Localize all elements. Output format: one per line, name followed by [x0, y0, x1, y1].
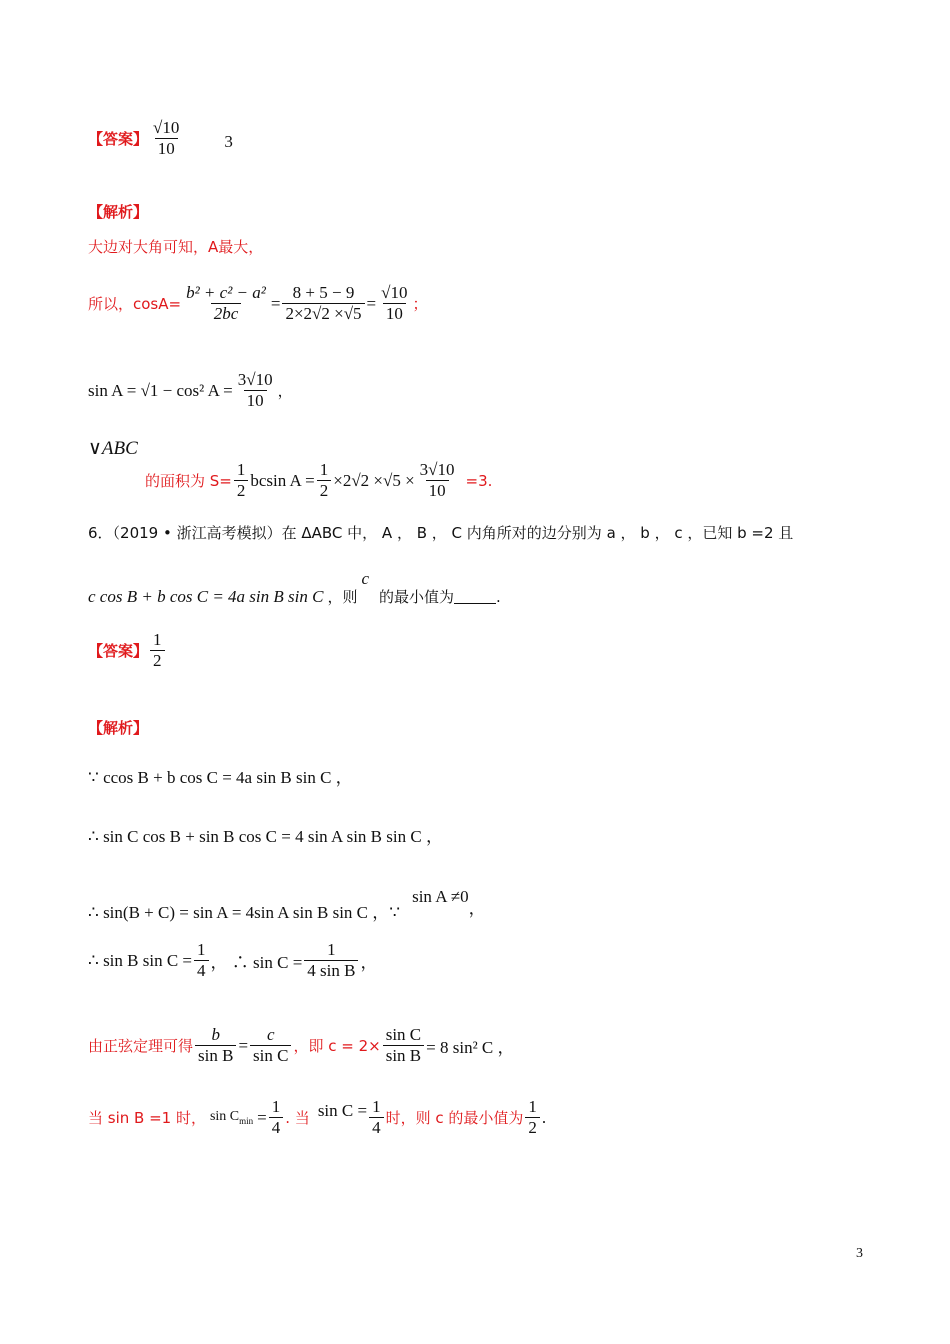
question-6-line-1: 6．（2019 • 浙江高考模拟）在 ΔABC 中， A ， B ， C 内角所对的边分别为 a ， b ， c ，已知 b =2 且 — [88, 524, 794, 542]
answer-1 — [88, 118, 233, 159]
analysis-line: 大边对大角可知，A最大， — [88, 238, 264, 256]
answer-blank — [454, 589, 496, 604]
analysis-2-line-1: ∵ ccos B + b cos C = 4a sin B sin C ， — [88, 768, 353, 787]
analysis-label-2: 【解析】 — [88, 719, 149, 737]
analysis-2-line-4: ∴ sin B sin C = $\frac{1}{4}$ ， ∴ sin C = $\frac{1}{\text{4 sin B}}$ ， — [88, 940, 378, 980]
analysis-2-line-5: 由正弦定理可得 $\frac{b}{\text{sin B}}$ = $\frac{c}{\text{sin C}}$ ，即 c = 2× $\frac{\text{sin C}}{\text{sin B}}$ = 8 sin² C ， — [88, 1025, 515, 1065]
answer-fraction: $\frac{√10}{10}$ — [153, 118, 180, 158]
analysis-2-line-6: 当 sin B =1 时， $\sin C_{min}$ = $\frac{1}{4}$ . 当 sin C = $\frac{1}{4}$ 时，则 c 的最小值为 $\frac{1}{2}$ . — [88, 1097, 547, 1137]
analysis-area-line: 的面积为 S= $\frac{1}{2}$ bcsin A = $\frac{1}{2}$ ×2√2 ×√5 × $\frac{3√10}{10}$ =3. — [145, 460, 493, 500]
triangle-label: ∨ABC — [88, 438, 138, 459]
analysis-cos-line: 所以，cosA= $\frac{\text{b² + c² − a²}}{2bc}$ = $\frac{8 + 5 - 9}{2\times 2√2 \times√5}$ = $\frac{√10}{10}$ ； — [88, 283, 428, 323]
answer-second-value: 3 — [224, 131, 233, 151]
analysis-label: 【解析】 — [88, 203, 149, 221]
question-6-line-2: c cos B + b cos C = 4a sin B sin C ，则 c 的最小值为 . — [88, 568, 501, 606]
analysis-2-line-2: ∴ sin C cos B + sin B cos C = 4 sin A sin B sin C ， — [88, 827, 443, 846]
answer-2: 【答案】 $\frac{1}{2}$ — [88, 630, 167, 671]
analysis-sin-line: sin A = √1 − cos² A = $\frac{3√10}{10}$ ， — [88, 370, 293, 410]
page-number: 3 — [856, 1246, 863, 1261]
answer-label: 【答案】 — [88, 130, 149, 148]
analysis-2-line-3: ∴ sin(B + C) = sin A = 4sin A sin B sin C ，∵ sin A ≠0 ， — [88, 886, 486, 922]
